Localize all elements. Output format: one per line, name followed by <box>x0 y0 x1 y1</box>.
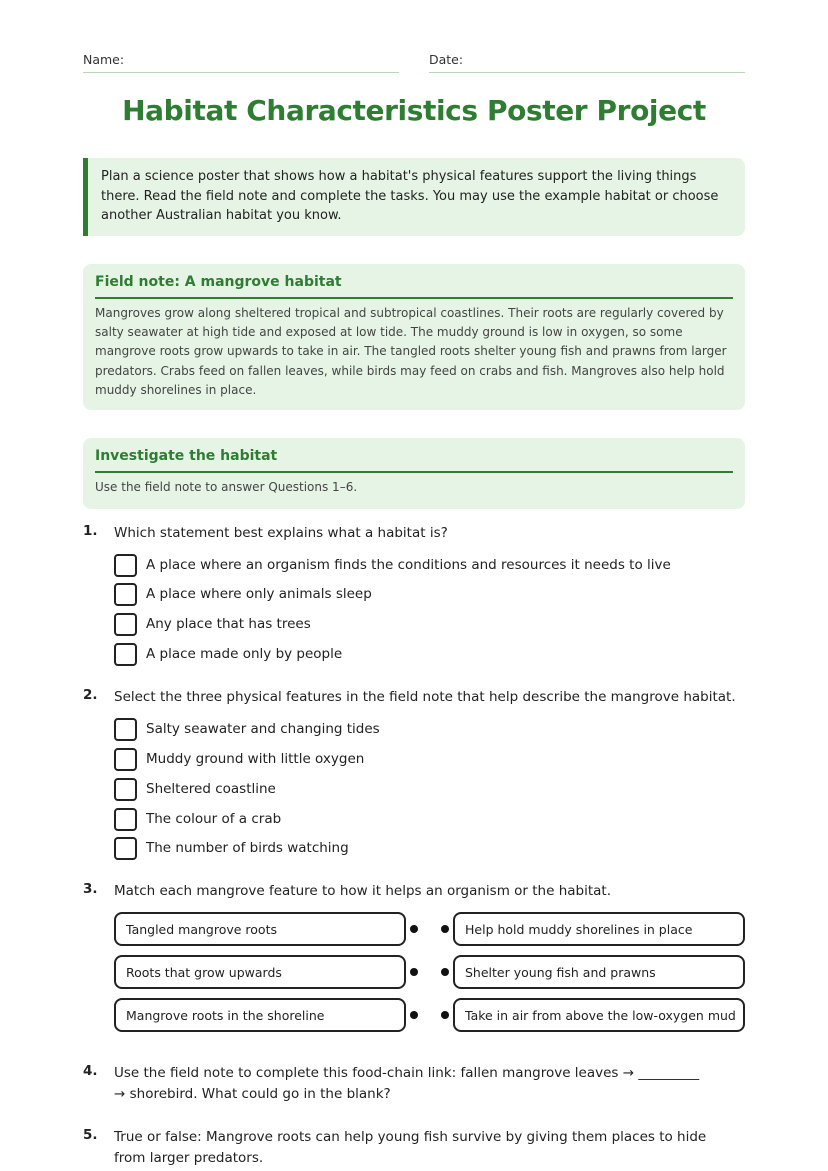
field-note-panel <box>83 264 745 410</box>
match-right-item[interactable]: Take in air from above the low-oxygen mud <box>453 998 745 1032</box>
match-right-item[interactable]: Shelter young fish and prawns <box>453 955 745 989</box>
option-label: A place where only animals sleep <box>146 586 372 602</box>
match-left-item[interactable]: Tangled mangrove roots <box>114 912 406 946</box>
match-connector-dot[interactable] <box>410 925 418 933</box>
match-connector-dot[interactable] <box>441 925 449 933</box>
option-label: A place made only by people <box>146 646 343 662</box>
investigate-panel <box>83 438 745 509</box>
checkbox[interactable] <box>114 583 137 606</box>
checkbox[interactable] <box>114 643 137 666</box>
field-note-title: Field note: A mangrove habitat <box>95 274 733 299</box>
question-2-number: 2. <box>83 687 98 703</box>
question-4-text: Use the field note to complete this food-chain link: fallen mangrove leaves → _________ → shorebird. What could go in the blank? <box>114 1065 700 1102</box>
option-label: The number of birds watching <box>146 840 349 856</box>
match-connector-dot[interactable] <box>410 968 418 976</box>
question-3-number: 3. <box>83 881 98 897</box>
match-connector-dot[interactable] <box>410 1011 418 1019</box>
question-3-text: Match each mangrove feature to how it helps an organism or the habitat. <box>114 883 612 899</box>
intro-callout: Plan a science poster that shows how a habitat's physical features support the living things there. Read the field note and complete the tasks. You may use the example habitat or choose another Australian habitat you know. <box>83 158 745 236</box>
date-field[interactable] <box>429 52 745 73</box>
name-label: Name: <box>83 52 125 67</box>
checkbox[interactable] <box>114 808 137 831</box>
name-date-row <box>83 52 745 74</box>
option-label: Sheltered coastline <box>146 781 276 797</box>
investigate-title: Investigate the habitat <box>95 448 733 473</box>
match-left-item[interactable]: Mangrove roots in the shoreline <box>114 998 406 1032</box>
question-4-number: 4. <box>83 1063 98 1079</box>
option-label: Any place that has trees <box>146 616 311 632</box>
question-5-text: True or false: Mangrove roots can help young fish survive by giving them places to hide from larger predators. <box>114 1129 707 1166</box>
option-label: A place where an organism finds the conditions and resources it needs to live <box>146 557 671 573</box>
page-title: Habitat Characteristics Poster Project <box>122 94 706 127</box>
checkbox[interactable] <box>114 554 137 577</box>
date-label: Date: <box>429 52 464 67</box>
checkbox[interactable] <box>114 837 137 860</box>
question-5-number: 5. <box>83 1127 98 1143</box>
name-field[interactable] <box>83 52 399 73</box>
question-1-text: Which statement best explains what a habitat is? <box>114 525 448 541</box>
checkbox[interactable] <box>114 718 137 741</box>
checkbox[interactable] <box>114 748 137 771</box>
match-connector-dot[interactable] <box>441 1011 449 1019</box>
question-1-number: 1. <box>83 523 98 539</box>
checkbox[interactable] <box>114 778 137 801</box>
match-right-item[interactable]: Help hold muddy shorelines in place <box>453 912 745 946</box>
option-label: Muddy ground with little oxygen <box>146 751 365 767</box>
option-label: The colour of a crab <box>146 811 282 827</box>
option-label: Salty seawater and changing tides <box>146 721 380 737</box>
match-connector-dot[interactable] <box>441 968 449 976</box>
question-2-text: Select the three physical features in the field note that help describe the mangrove habitat. <box>114 689 736 705</box>
match-left-item[interactable]: Roots that grow upwards <box>114 955 406 989</box>
field-note-body: Mangroves grow along sheltered tropical and subtropical coastlines. Their roots are regularly covered by salty seawater at high tide and exposed at low tide. The muddy ground is low in oxygen, so some mangrove roots grow upwards to take in air. The tangled roots shelter young fish and prawns from larger predators. Crabs feed on fallen leaves, while birds may feed on crabs and fish. Mangroves also help hold muddy shorelines in place. <box>95 306 727 397</box>
investigate-instructions: Use the field note to answer Questions 1–6. <box>95 480 358 494</box>
checkbox[interactable] <box>114 613 137 636</box>
